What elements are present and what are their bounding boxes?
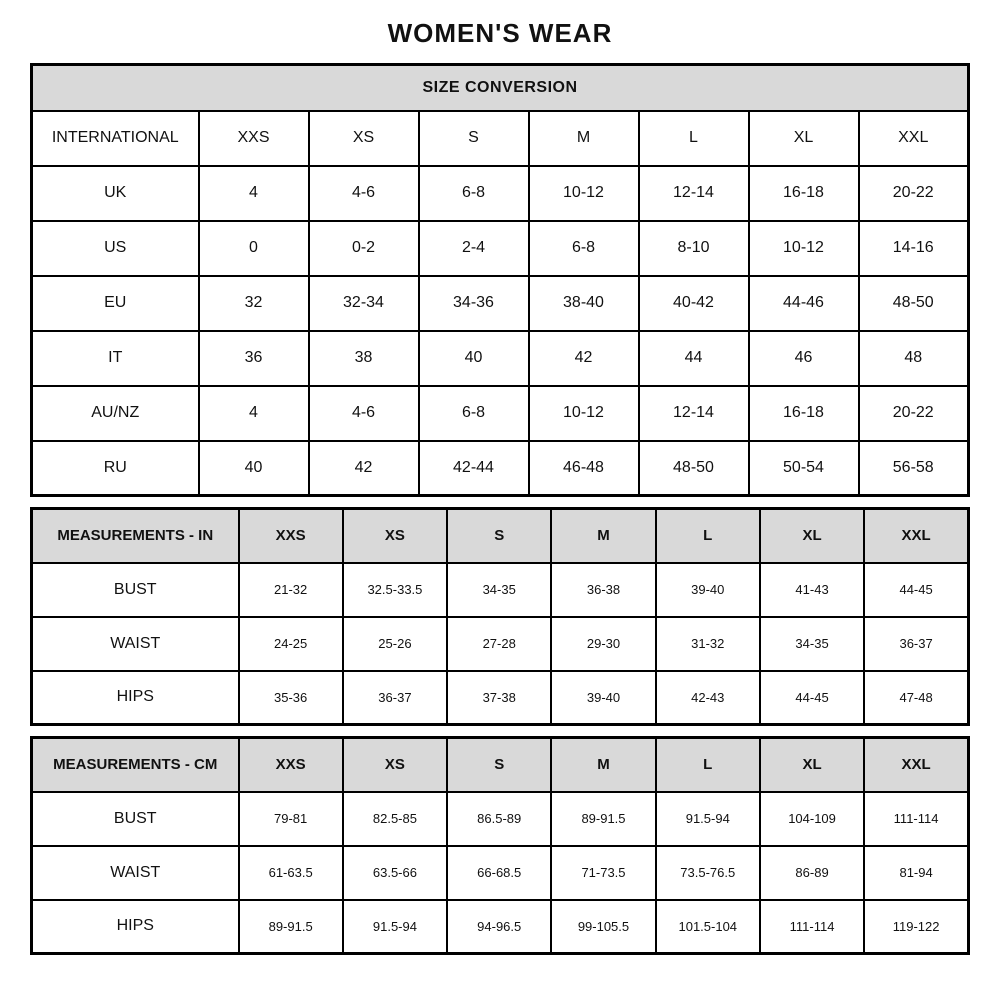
column-header: XXL [859, 111, 969, 166]
value-cell: 24-25 [239, 617, 343, 671]
value-cell: 48 [859, 331, 969, 386]
value-cell: 10-12 [529, 166, 639, 221]
row-label: US [32, 221, 199, 276]
column-header: M [551, 509, 655, 563]
value-cell: 31-32 [656, 617, 760, 671]
value-cell: 6-8 [419, 166, 529, 221]
value-cell: 25-26 [343, 617, 447, 671]
value-cell: 36-38 [551, 563, 655, 617]
column-header: XS [343, 738, 447, 792]
value-cell: 27-28 [447, 617, 551, 671]
value-cell: 10-12 [529, 386, 639, 441]
column-header: L [656, 509, 760, 563]
value-cell: 36-37 [864, 617, 968, 671]
column-header: XXS [239, 509, 343, 563]
table-row [32, 331, 969, 386]
value-cell: 91.5-94 [343, 900, 447, 954]
value-cell: 48-50 [639, 441, 749, 496]
column-header: XL [749, 111, 859, 166]
table-row [32, 166, 969, 221]
size-conversion-title-row [32, 65, 969, 111]
value-cell: 56-58 [859, 441, 969, 496]
value-cell: 99-105.5 [551, 900, 655, 954]
value-cell: 86-89 [760, 846, 864, 900]
value-cell: 81-94 [864, 846, 968, 900]
column-header: XL [760, 509, 864, 563]
value-cell: 32 [199, 276, 309, 331]
value-cell: 82.5-85 [343, 792, 447, 846]
value-cell: 50-54 [749, 441, 859, 496]
value-cell: 35-36 [239, 671, 343, 725]
row-label: HIPS [32, 671, 239, 725]
value-cell: 34-36 [419, 276, 529, 331]
value-cell: 29-30 [551, 617, 655, 671]
table-row [32, 900, 969, 954]
value-cell: 61-63.5 [239, 846, 343, 900]
measurements-in-header-row [32, 509, 969, 563]
value-cell: 91.5-94 [656, 792, 760, 846]
column-header: S [447, 509, 551, 563]
column-header: L [639, 111, 749, 166]
value-cell: 44-45 [760, 671, 864, 725]
row-group-header: INTERNATIONAL [32, 111, 199, 166]
value-cell: 20-22 [859, 166, 969, 221]
value-cell: 14-16 [859, 221, 969, 276]
value-cell: 0 [199, 221, 309, 276]
value-cell: 66-68.5 [447, 846, 551, 900]
value-cell: 4-6 [309, 166, 419, 221]
table-row [32, 441, 969, 496]
value-cell: 44 [639, 331, 749, 386]
value-cell: 47-48 [864, 671, 968, 725]
value-cell: 6-8 [529, 221, 639, 276]
column-header: XXL [864, 738, 968, 792]
size-conversion-table [30, 63, 970, 497]
column-header: XXS [199, 111, 309, 166]
value-cell: 40-42 [639, 276, 749, 331]
measurements-cm-table [30, 736, 970, 955]
value-cell: 89-91.5 [239, 900, 343, 954]
value-cell: 42 [309, 441, 419, 496]
table-row [32, 792, 969, 846]
value-cell: 2-4 [419, 221, 529, 276]
value-cell: 36-37 [343, 671, 447, 725]
value-cell: 42-43 [656, 671, 760, 725]
value-cell: 38 [309, 331, 419, 386]
row-group-header: MEASUREMENTS - IN [32, 509, 239, 563]
value-cell: 36 [199, 331, 309, 386]
measurements-cm-header-row [32, 738, 969, 792]
value-cell: 40 [419, 331, 529, 386]
column-header: M [551, 738, 655, 792]
value-cell: 12-14 [639, 166, 749, 221]
value-cell: 46 [749, 331, 859, 386]
value-cell: 41-43 [760, 563, 864, 617]
value-cell: 12-14 [639, 386, 749, 441]
value-cell: 34-35 [447, 563, 551, 617]
value-cell: 16-18 [749, 386, 859, 441]
value-cell: 39-40 [656, 563, 760, 617]
row-label: EU [32, 276, 199, 331]
value-cell: 32.5-33.5 [343, 563, 447, 617]
column-header: XS [343, 509, 447, 563]
column-header: M [529, 111, 639, 166]
value-cell: 42-44 [419, 441, 529, 496]
value-cell: 6-8 [419, 386, 529, 441]
value-cell: 111-114 [864, 792, 968, 846]
row-label: RU [32, 441, 199, 496]
table-row [32, 386, 969, 441]
value-cell: 104-109 [760, 792, 864, 846]
value-cell: 44-46 [749, 276, 859, 331]
value-cell: 73.5-76.5 [656, 846, 760, 900]
value-cell: 111-114 [760, 900, 864, 954]
row-group-header: MEASUREMENTS - CM [32, 738, 239, 792]
column-header: L [656, 738, 760, 792]
value-cell: 32-34 [309, 276, 419, 331]
column-header: XXL [864, 509, 968, 563]
row-label: UK [32, 166, 199, 221]
value-cell: 63.5-66 [343, 846, 447, 900]
value-cell: 71-73.5 [551, 846, 655, 900]
table-row [32, 617, 969, 671]
value-cell: 39-40 [551, 671, 655, 725]
row-label: BUST [32, 563, 239, 617]
value-cell: 119-122 [864, 900, 968, 954]
value-cell: 46-48 [529, 441, 639, 496]
table-row [32, 846, 969, 900]
value-cell: 86.5-89 [447, 792, 551, 846]
value-cell: 21-32 [239, 563, 343, 617]
value-cell: 48-50 [859, 276, 969, 331]
page-title: WOMEN'S WEAR [387, 18, 613, 48]
value-cell: 4-6 [309, 386, 419, 441]
value-cell: 40 [199, 441, 309, 496]
table-row [32, 671, 969, 725]
value-cell: 10-12 [749, 221, 859, 276]
value-cell: 16-18 [749, 166, 859, 221]
row-label: WAIST [32, 846, 239, 900]
value-cell: 8-10 [639, 221, 749, 276]
table-row [32, 221, 969, 276]
column-header: XS [309, 111, 419, 166]
row-label: HIPS [32, 900, 239, 954]
row-label: BUST [32, 792, 239, 846]
value-cell: 79-81 [239, 792, 343, 846]
size-conversion-title: SIZE CONVERSION [32, 65, 969, 111]
value-cell: 94-96.5 [447, 900, 551, 954]
column-header: XXS [239, 738, 343, 792]
table-row [32, 563, 969, 617]
column-header: S [447, 738, 551, 792]
value-cell: 20-22 [859, 386, 969, 441]
value-cell: 4 [199, 166, 309, 221]
value-cell: 101.5-104 [656, 900, 760, 954]
value-cell: 4 [199, 386, 309, 441]
measurements-in-table [30, 507, 970, 726]
row-label: AU/NZ [32, 386, 199, 441]
row-label: IT [32, 331, 199, 386]
table-row [32, 276, 969, 331]
value-cell: 42 [529, 331, 639, 386]
value-cell: 37-38 [447, 671, 551, 725]
value-cell: 89-91.5 [551, 792, 655, 846]
value-cell: 0-2 [309, 221, 419, 276]
column-header: XL [760, 738, 864, 792]
size-conversion-header-row [32, 111, 969, 166]
value-cell: 34-35 [760, 617, 864, 671]
row-label: WAIST [32, 617, 239, 671]
value-cell: 44-45 [864, 563, 968, 617]
column-header: S [419, 111, 529, 166]
value-cell: 38-40 [529, 276, 639, 331]
